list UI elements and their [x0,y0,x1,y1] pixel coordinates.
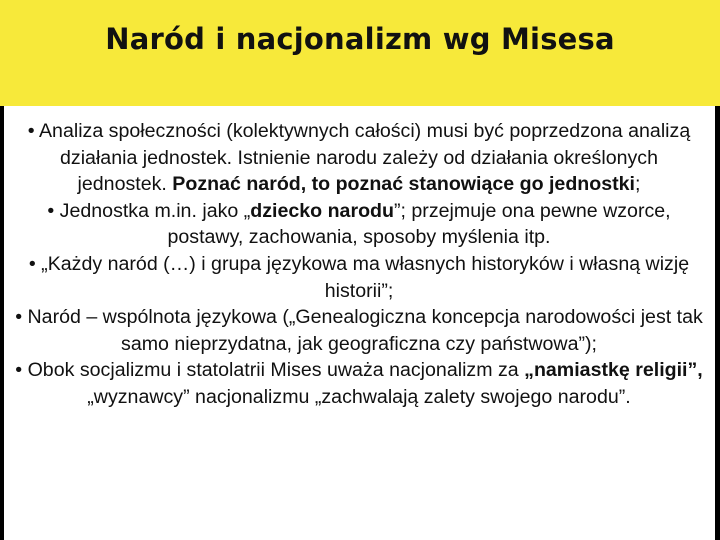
bullet-emphasis: „namiastkę religii”, [524,359,703,382]
bullet-emphasis: Poznać naród, to poznać stanowiące go jednostki [172,173,635,196]
bullet-text: ”; przejmuje ona pewne wzorce, postawy, zachowania, sposoby myślenia itp. [167,199,671,249]
slide-title: Naród i nacjonalizm wg Misesa [105,22,615,56]
bullet-text: • Analiza społeczności (kolektywnych całości) musi być poprzedzona analizą działania jednostek. Istnienie narodu zależy od działania określonych jednostek. [27,120,691,196]
bullet-text: ; [635,173,641,196]
bullet-text: • Jednostka m.in. jako „ [47,199,251,222]
bullet-item-individual [14,198,704,251]
bullet-text: • Naród – wspólnota językowa („Genealogiczna koncepcja narodowości jest tak samo nieprzydatna, jak geograficzna czy państwowa”); [15,306,703,355]
content-area [4,106,715,540]
bullet-list [14,118,704,411]
bullet-item-historians [14,251,704,304]
bullet-emphasis: dziecko narodu [250,199,394,222]
bullet-text: • Obok socjalizmu i statolatrii Mises uważa nacjonalizm za [15,359,525,382]
bullet-item-language-community [14,304,704,357]
bullet-item-nationalism [14,357,704,410]
bullet-text: „wyznawcy” nacjonalizmu „zachwalają zalety swojego narodu”. [87,385,631,408]
title-band [0,0,720,106]
bullet-item-analysis [14,118,704,198]
bullet-text: • „Każdy naród (…) i grupa językowa ma własnych historyków i własną wizję historii”; [28,252,690,302]
